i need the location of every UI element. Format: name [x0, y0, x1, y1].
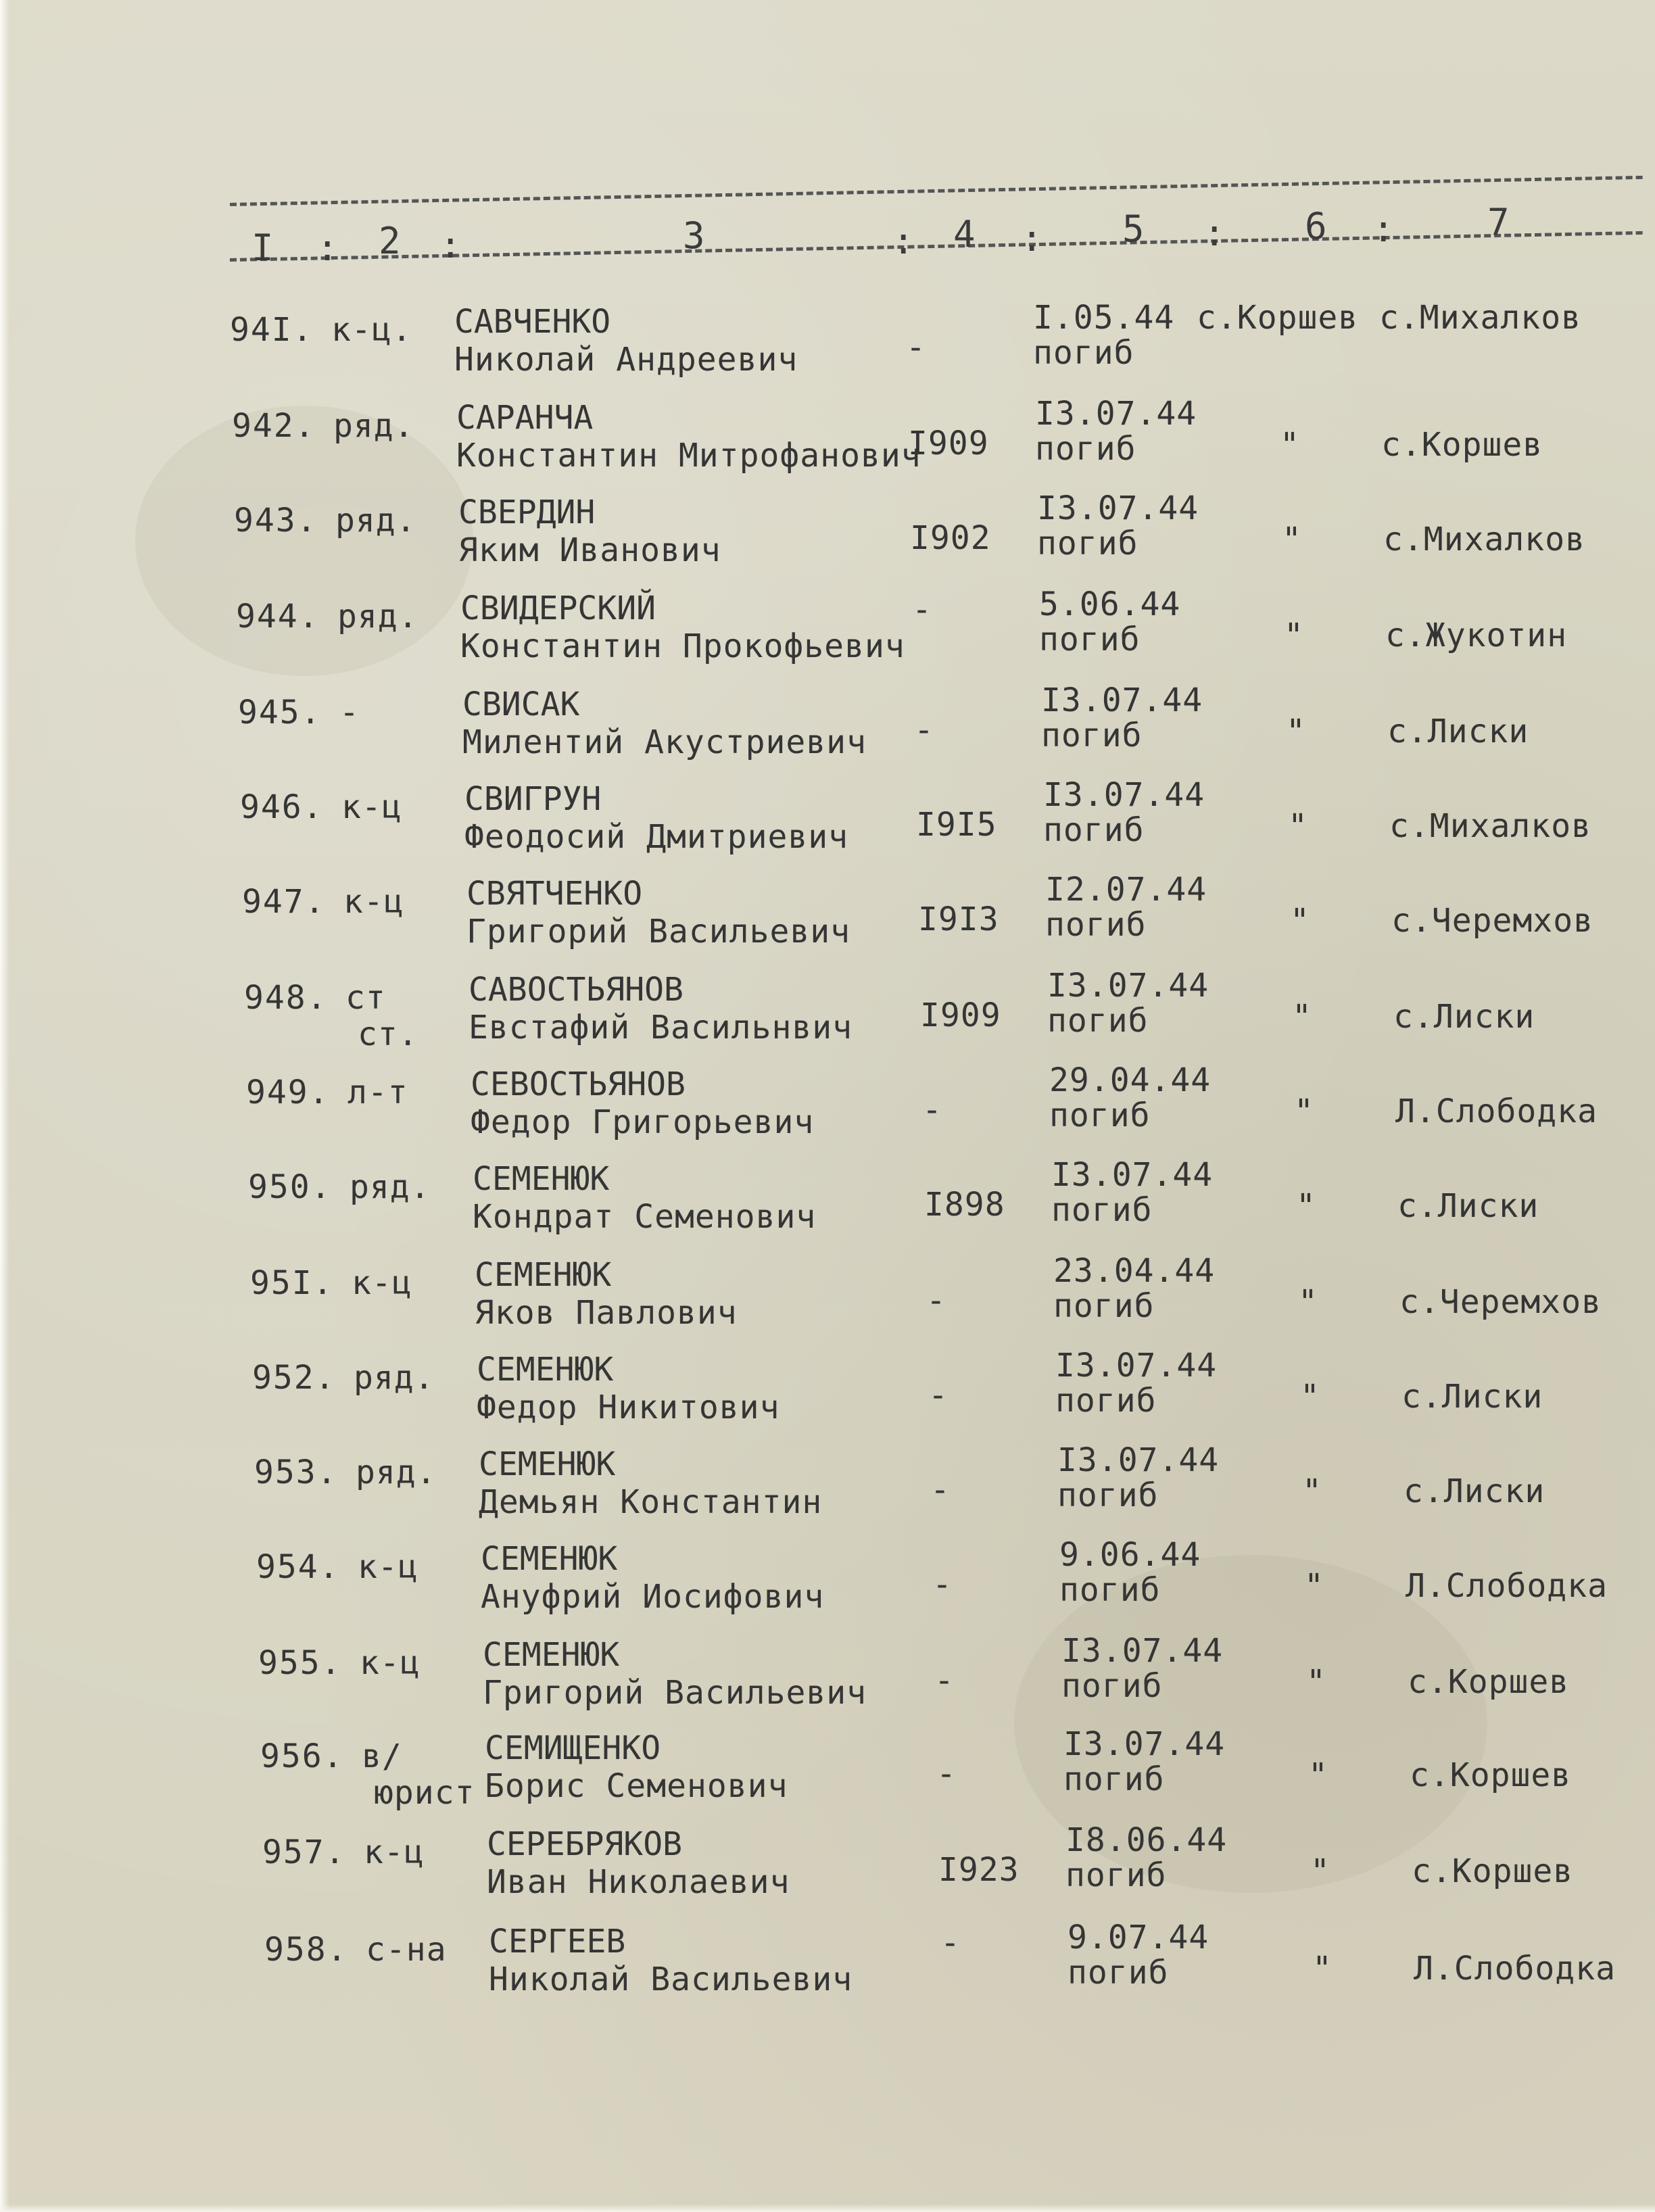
- given-name: Борис Семенович: [485, 1767, 788, 1805]
- burial-place: ": [1310, 1852, 1330, 1890]
- given-name: Феодосий Дмитриевич: [464, 818, 849, 856]
- origin-place: с.Коршев: [1410, 1756, 1572, 1794]
- status: погиб: [1051, 1191, 1153, 1229]
- birth-year: -: [936, 1755, 957, 1793]
- rank: ряд.: [350, 1168, 431, 1206]
- burial-place: ": [1302, 1472, 1322, 1510]
- death-date: 9.06.44: [1059, 1536, 1201, 1574]
- surname: СЕМЕНЮК: [475, 1256, 612, 1294]
- birth-year: I898: [924, 1186, 1005, 1224]
- surname: СЕРГЕЕВ: [489, 1923, 626, 1961]
- row-number: 945.: [238, 694, 322, 731]
- status: погиб: [1041, 717, 1143, 754]
- status: погиб: [1037, 525, 1138, 562]
- death-date: I.05.44: [1033, 299, 1175, 337]
- rank-line-2: ст.: [358, 1015, 418, 1053]
- birth-year: -: [928, 1376, 949, 1414]
- status: погиб: [1065, 1856, 1167, 1894]
- death-date: 9.07.44: [1068, 1919, 1209, 1956]
- column-separator: :: [439, 224, 462, 266]
- death-date: I3.07.44: [1061, 1632, 1224, 1670]
- rank: к-ц: [358, 1548, 418, 1586]
- given-name: Николай Васильевич: [489, 1961, 853, 1998]
- burial-place: ": [1284, 617, 1304, 654]
- birth-year: -: [940, 1924, 961, 1962]
- origin-place: с.Жукотин: [1385, 617, 1568, 654]
- birth-year: -: [912, 591, 932, 629]
- status: погиб: [1047, 1002, 1149, 1040]
- surname: САРАНЧА: [456, 399, 594, 437]
- surname: САВОСТЬЯНОВ: [469, 971, 683, 1009]
- given-name: Константин Прокофьевич: [460, 627, 905, 665]
- birth-year: I9I3: [918, 900, 999, 938]
- row-number: 956.: [260, 1737, 344, 1775]
- origin-place: с.Лиски: [1401, 1378, 1543, 1416]
- given-name: Иван Николаевич: [487, 1863, 790, 1901]
- burial-place: ": [1304, 1567, 1324, 1605]
- death-date: I2.07.44: [1045, 871, 1207, 909]
- paper-edge-left: [0, 0, 9, 2212]
- birth-year: -: [922, 1091, 942, 1129]
- surname: СВЯТЧЕНКО: [466, 875, 643, 913]
- status: погиб: [1035, 430, 1136, 468]
- surname: СВИДЕРСКИЙ: [460, 590, 656, 627]
- birth-year: -: [906, 329, 926, 366]
- status: погиб: [1053, 1287, 1155, 1325]
- origin-place: с.Коршев: [1408, 1663, 1570, 1701]
- origin-place: с.Лиски: [1404, 1472, 1545, 1510]
- surname: СЕМИЩЕНКО: [485, 1729, 661, 1767]
- row-number: 957.: [262, 1833, 346, 1871]
- given-name: Яков Павлович: [475, 1294, 738, 1332]
- row-number: 946.: [240, 788, 324, 826]
- row-number: 955.: [258, 1644, 342, 1682]
- row-number: 953.: [254, 1453, 338, 1491]
- birth-year: I902: [910, 519, 991, 557]
- status: погиб: [1049, 1097, 1151, 1134]
- row-number: 943.: [234, 502, 318, 539]
- birth-year: -: [926, 1282, 946, 1320]
- surname: СЕМЕНЮК: [479, 1445, 616, 1483]
- rank: -: [339, 694, 360, 731]
- column-header-7: 7: [1487, 201, 1510, 243]
- birth-year: -: [934, 1662, 955, 1700]
- death-date: I3.07.44: [1063, 1725, 1226, 1763]
- given-name: Кондрат Семенович: [473, 1198, 817, 1236]
- rank: ряд.: [354, 1359, 435, 1397]
- origin-place: с.Коршев: [1412, 1852, 1574, 1890]
- burial-place: ": [1312, 1950, 1333, 1988]
- rank: к-ц: [352, 1264, 412, 1302]
- burial-place: ": [1282, 521, 1302, 558]
- surname: СЕМЕНЮК: [481, 1540, 618, 1578]
- given-name: Константин Митрофанович: [456, 437, 921, 475]
- column-header-3: 3: [683, 214, 705, 257]
- row-number: 954.: [256, 1548, 340, 1586]
- row-number: 947.: [242, 883, 326, 921]
- surname: СВИСАК: [462, 686, 580, 723]
- row-number: 952.: [252, 1359, 336, 1397]
- surname: СЕМЕНЮК: [483, 1636, 620, 1674]
- row-number: 958.: [264, 1931, 348, 1969]
- rank: ряд.: [335, 502, 416, 539]
- rank: к-ц: [341, 788, 402, 826]
- death-date: 23.04.44: [1053, 1252, 1216, 1290]
- status: погиб: [1033, 334, 1134, 372]
- column-separator: :: [316, 226, 339, 269]
- rank: к-ц: [343, 883, 404, 921]
- death-date: I3.07.44: [1047, 967, 1209, 1005]
- surname: СЕМЕНЮК: [473, 1160, 610, 1198]
- status: погиб: [1039, 621, 1141, 658]
- burial-place: ": [1294, 1092, 1314, 1130]
- given-name: Григорий Васильевич: [483, 1674, 867, 1712]
- burial-place: ": [1288, 807, 1308, 845]
- burial-place: с.Коршев: [1197, 299, 1359, 337]
- row-number: 949.: [246, 1074, 330, 1111]
- given-name: Григорий Васильевич: [466, 913, 851, 951]
- origin-place: Л.Слободка: [1395, 1092, 1598, 1130]
- death-date: I3.07.44: [1057, 1441, 1220, 1479]
- status: погиб: [1045, 906, 1147, 944]
- burial-place: ": [1280, 426, 1300, 464]
- surname: СЕРЕБРЯКОВ: [487, 1825, 682, 1863]
- surname: СЕВОСТЬЯНОВ: [471, 1065, 686, 1103]
- origin-place: с.Черемхов: [1391, 902, 1593, 940]
- origin-place: с.Черемхов: [1399, 1283, 1602, 1321]
- birth-year: I909: [908, 425, 989, 462]
- birth-year: -: [930, 1471, 951, 1509]
- given-name: Николай Андреевич: [454, 341, 798, 379]
- status: погиб: [1068, 1954, 1169, 1992]
- surname: СВЕРДИН: [458, 494, 596, 531]
- status: погиб: [1063, 1760, 1165, 1798]
- header-rule-top: [230, 176, 1643, 206]
- column-separator: :: [1372, 208, 1395, 250]
- rank-line-2: юрист: [374, 1774, 475, 1812]
- origin-place: с.Коршев: [1381, 426, 1543, 464]
- rank: в/: [362, 1737, 402, 1775]
- column-header-5: 5: [1122, 208, 1145, 250]
- death-date: I8.06.44: [1065, 1821, 1228, 1859]
- origin-place: Л.Слободка: [1414, 1950, 1616, 1988]
- birth-year: I9I5: [916, 806, 997, 844]
- column-separator: :: [1021, 217, 1043, 260]
- burial-place: ": [1306, 1663, 1326, 1701]
- birth-year: -: [932, 1566, 953, 1604]
- status: погиб: [1059, 1571, 1161, 1609]
- origin-place: Л.Слободка: [1406, 1567, 1608, 1605]
- given-name: Ануфрий Иосифович: [481, 1578, 825, 1616]
- burial-place: ": [1290, 902, 1310, 940]
- burial-place: ": [1296, 1187, 1316, 1225]
- origin-place: с.Михалков: [1383, 521, 1585, 558]
- death-date: I3.07.44: [1041, 681, 1203, 719]
- death-date: 29.04.44: [1049, 1061, 1212, 1099]
- burial-place: ": [1298, 1283, 1318, 1321]
- given-name: Евстафий Васильнвич: [469, 1009, 853, 1047]
- status: погиб: [1057, 1476, 1159, 1514]
- given-name: Демьян Константин: [479, 1483, 823, 1521]
- surname: СЕМЕНЮК: [477, 1351, 614, 1389]
- origin-place: с.Михалков: [1389, 807, 1591, 845]
- paper-stain: [135, 406, 473, 676]
- death-date: I3.07.44: [1037, 489, 1199, 527]
- surname: СВИГРУН: [464, 780, 602, 818]
- death-date: I3.07.44: [1051, 1156, 1214, 1194]
- column-header-1: I: [251, 226, 274, 269]
- rank: к-ц: [360, 1644, 421, 1682]
- column-header-6: 6: [1305, 205, 1327, 247]
- row-number: 94I.: [230, 311, 314, 349]
- row-number: 944.: [236, 598, 320, 635]
- birth-year: -: [914, 711, 934, 749]
- given-name: Федор Никитович: [477, 1389, 780, 1426]
- rank: ст: [345, 979, 386, 1017]
- column-header-2: 2: [379, 220, 401, 262]
- death-date: I3.07.44: [1035, 395, 1197, 433]
- death-date: I3.07.44: [1043, 776, 1205, 814]
- death-date: I3.07.44: [1055, 1347, 1218, 1385]
- paper-edge-bottom: [0, 2204, 1655, 2212]
- birth-year: I909: [920, 996, 1001, 1034]
- status: погиб: [1055, 1382, 1157, 1420]
- given-name: Яким Иванович: [458, 531, 721, 569]
- birth-year: I923: [938, 1851, 1020, 1889]
- burial-place: ": [1308, 1756, 1328, 1794]
- given-name: Милентий Акустриевич: [462, 723, 867, 761]
- death-date: 5.06.44: [1039, 585, 1181, 623]
- origin-place: с.Лиски: [1387, 713, 1529, 750]
- origin-place: с.Михалков: [1379, 299, 1581, 337]
- origin-place: с.Лиски: [1393, 998, 1535, 1036]
- status: погиб: [1061, 1667, 1163, 1705]
- burial-place: ": [1292, 998, 1312, 1036]
- rank: к-ц: [364, 1833, 425, 1871]
- column-separator: :: [1203, 212, 1226, 254]
- column-separator: :: [892, 220, 915, 262]
- rank: ряд.: [333, 407, 414, 445]
- burial-place: ": [1300, 1378, 1320, 1416]
- rank: с-на: [366, 1931, 447, 1969]
- status: погиб: [1043, 811, 1145, 849]
- surname: САВЧЕНКО: [454, 303, 611, 341]
- row-number: 950.: [248, 1168, 332, 1206]
- row-number: 95I.: [250, 1264, 334, 1302]
- row-number: 948.: [244, 979, 328, 1017]
- rank: ряд.: [337, 598, 418, 635]
- rank: ряд.: [356, 1453, 437, 1491]
- burial-place: ": [1286, 713, 1306, 750]
- rank: к-ц.: [331, 311, 412, 349]
- column-header-4: 4: [953, 213, 976, 256]
- rank: л-т: [347, 1074, 408, 1111]
- origin-place: с.Лиски: [1397, 1187, 1539, 1225]
- row-number: 942.: [232, 407, 316, 445]
- given-name: Федор Григорьевич: [471, 1103, 815, 1141]
